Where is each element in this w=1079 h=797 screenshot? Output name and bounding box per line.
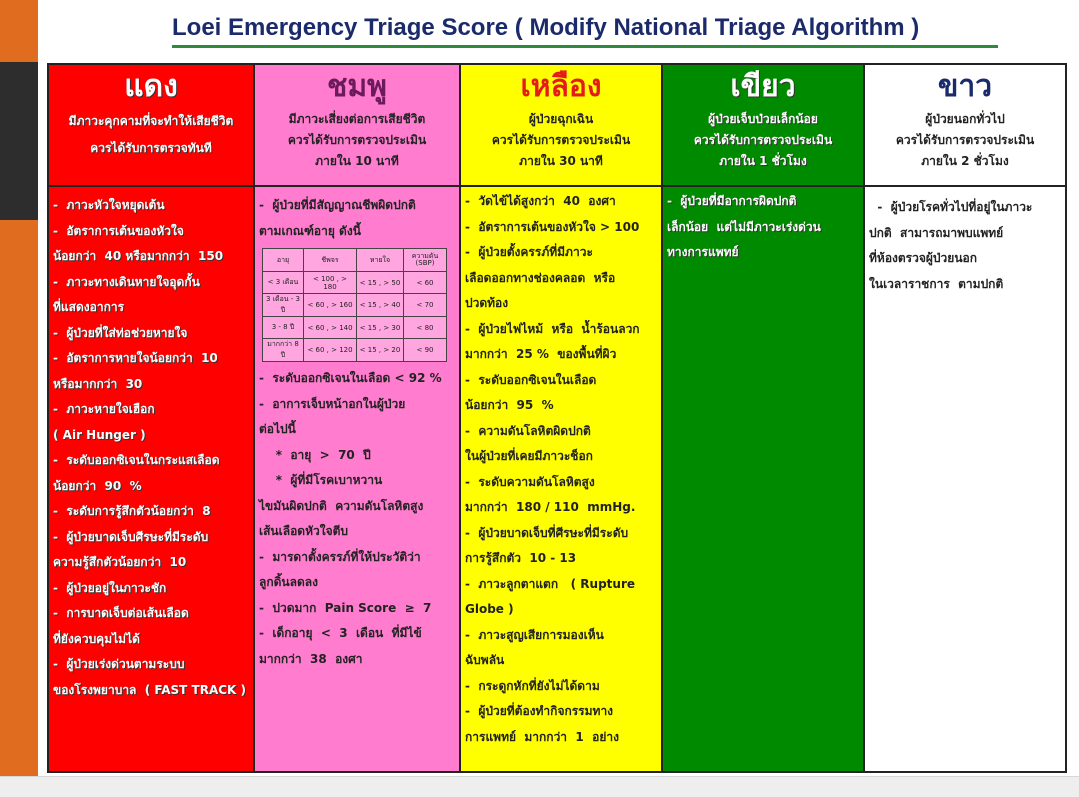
criteria-line: ฉับพลัน xyxy=(465,653,505,667)
criteria-line: - อาการเจ็บหน้าอกในผู้ป่วย xyxy=(259,396,406,411)
column-header xyxy=(663,65,863,187)
criteria-line: มากกว่า 180 / 110 mmHg. xyxy=(465,500,636,514)
criteria-list xyxy=(461,187,661,771)
criteria-line: ที่แสดงอาการ xyxy=(53,300,125,314)
level-description xyxy=(865,109,1065,172)
table-row xyxy=(263,339,447,362)
criteria-line: - เด็กอายุ < 3 เดือน ที่มีไข้ xyxy=(259,626,422,640)
criteria-line: - ผู้ป่วยอยู่ในภาวะชัก xyxy=(53,580,167,595)
vitals-cell: < 15 , > 50 xyxy=(357,272,404,294)
criteria-line: ( Air Hunger ) xyxy=(53,427,146,442)
level-title: ขาว xyxy=(937,69,993,104)
criteria-line: ในผู้ป่วยที่เคยมีภาวะช็อก xyxy=(465,449,593,463)
criteria-line: เลือดออกทางช่องคลอด หรือ xyxy=(465,270,616,285)
level-description xyxy=(461,109,661,172)
criteria-line: - ภาวะหายใจเฮือก xyxy=(53,402,155,416)
criteria-line: - ผู้ป่วยตั้งครรภ์ที่มีภาวะ xyxy=(465,245,593,259)
criteria-line: Globe ) xyxy=(465,602,514,616)
desc-line: ควรได้รับการตรวจประเมิน xyxy=(287,133,427,147)
vitals-cell: < 15 , > 40 xyxy=(357,294,404,317)
desc-line: ควรได้รับการตรวจประเมิน xyxy=(693,133,833,147)
criteria-line: - ผู้ป่วยที่ต้องทำกิจกรรมทาง xyxy=(465,704,614,718)
criteria-line: ปกติ สามารถมาพบแพทย์ xyxy=(869,225,1004,240)
criteria-line: - วัดไข้ได้สูงกว่า 40 องศา xyxy=(465,194,616,208)
vitals-header: อายุ xyxy=(263,249,304,272)
vitals-cell: < 60 , > 140 xyxy=(304,317,357,339)
criteria-line: - ผู้ป่วยไฟไหม้ หรือ น้ำร้อนลวก xyxy=(465,321,640,336)
criteria-line: การรู้สึกตัว 10 - 13 xyxy=(465,551,577,565)
vitals-cell: มากกว่า 8 ปี xyxy=(263,339,304,362)
vitals-cell: 3 เดือน - 3 ปี xyxy=(263,294,304,317)
criteria-line: เล็กน้อย แต่ไม่มีภาวะเร่งด่วน xyxy=(667,219,821,234)
column-header xyxy=(865,65,1065,187)
criteria-line: - ผู้ป่วยบาดเจ็บที่ศีรษะที่มีระดับ xyxy=(465,525,629,540)
criteria-line: - ผู้ป่วยที่มีสัญญาณชีพผิดปกติ xyxy=(259,198,416,212)
criteria-line: - ผู้ป่วยบาดเจ็บศีรษะที่มีระดับ xyxy=(53,529,209,544)
criteria-list xyxy=(663,187,863,771)
vitals-cell: < 60 , > 120 xyxy=(304,339,357,362)
table-row xyxy=(263,317,447,339)
criteria-list xyxy=(255,187,459,771)
table-row xyxy=(263,294,447,317)
criteria-line: - ผู้ป่วยเร่งด่วนตามระบบ xyxy=(53,657,185,671)
criteria-line: เส้นเลือดหัวใจตีบ xyxy=(259,524,349,538)
title-underline xyxy=(172,45,998,48)
desc-line: ผู้ป่วยนอกทั่วไป xyxy=(925,112,1005,126)
desc-line: ภายใน 2 ชั่วโมง xyxy=(921,154,1009,168)
criteria-line: - ความดันโลหิตผิดปกติ xyxy=(465,423,591,438)
level-title: เขียว xyxy=(730,69,796,104)
criteria-line: หรือมากกว่า 30 xyxy=(53,376,143,391)
criteria-line: ในเวลาราชการ ตามปกติ xyxy=(869,276,1004,291)
criteria-line: น้อยกว่า 40 หรือมากกว่า 150 xyxy=(53,249,224,263)
level-description xyxy=(663,109,863,172)
column-yellow xyxy=(461,65,663,771)
criteria-line: ทางการแพทย์ xyxy=(667,245,739,259)
vitals-cell: 3 - 8 ปี xyxy=(263,317,304,339)
criteria-line: - ระดับออกซิเจนในกระแสเลือด xyxy=(53,453,220,467)
criteria-line: ที่ห้องตรวจผู้ป่วยนอก xyxy=(869,251,977,265)
column-header xyxy=(49,65,253,187)
table-row xyxy=(263,272,447,294)
vitals-cell: < 15 , > 30 xyxy=(357,317,404,339)
criteria-line: น้อยกว่า 95 % xyxy=(465,398,554,412)
vitals-header: ชีพจร xyxy=(304,249,357,272)
vitals-cell: < 100 , > 180 xyxy=(304,272,357,294)
column-header xyxy=(255,65,459,187)
triage-table xyxy=(47,63,1067,773)
criteria-line: - ระดับการรู้สึกตัวน้อยกว่า 8 xyxy=(53,504,211,518)
criteria-line: ต่อไปนี้ xyxy=(259,422,296,436)
desc-line: ควรได้รับการตรวจประเมิน xyxy=(895,133,1035,147)
level-title: แดง xyxy=(124,69,178,104)
vitals-cell: < 90 xyxy=(404,339,447,362)
vitals-cell: < 80 xyxy=(404,317,447,339)
criteria-line: * ผู้ที่มีโรคเบาหวาน xyxy=(259,473,383,487)
criteria-line: - ผู้ป่วยที่ใส่ท่อช่วยหายใจ xyxy=(53,325,188,340)
criteria-line: ลูกดิ้นลดลง xyxy=(259,575,318,589)
level-description xyxy=(49,111,253,159)
column-pink xyxy=(255,65,461,771)
vitals-cell: < 15 , > 20 xyxy=(357,339,404,362)
criteria-list xyxy=(865,187,1065,771)
criteria-line: - กระดูกหักที่ยังไม่ได้ดาม xyxy=(465,678,600,693)
vitals-header: ความดัน (SBP) xyxy=(404,249,447,272)
vitals-cell: < 60 xyxy=(404,272,447,294)
criteria-line: - ภาวะลูกตาแตก ( Rupture xyxy=(465,576,636,591)
column-white xyxy=(865,65,1065,771)
bottom-bar xyxy=(0,776,1079,797)
criteria-line: ความรู้สึกตัวน้อยกว่า 10 xyxy=(53,555,187,569)
criteria-line: - ระดับออกซิเจนในเลือด < 92 % xyxy=(259,371,442,385)
desc-line: ควรได้รับการตรวจประเมิน xyxy=(491,133,631,147)
column-header xyxy=(461,65,661,187)
criteria-list xyxy=(49,187,253,771)
background-edge-orange-lower xyxy=(0,220,38,776)
criteria-line: * อายุ > 70 ปี xyxy=(259,447,371,462)
criteria-line: - อัตราการหายใจน้อยกว่า 10 xyxy=(53,351,218,365)
desc-line: ควรได้รับการตรวจทันที xyxy=(90,141,212,155)
criteria-line: - การบาดเจ็บต่อเส้นเลือด xyxy=(53,606,189,620)
criteria-line: ตามเกณฑ์อายุ ดังนี้ xyxy=(259,223,361,238)
vitals-cell: < 60 , > 160 xyxy=(304,294,357,317)
desc-line: ผู้ป่วยเจ็บป่วยเล็กน้อย xyxy=(708,112,818,126)
criteria-line: ปวดท้อง xyxy=(465,296,509,310)
desc-line: ผู้ป่วยฉุกเฉิน xyxy=(528,112,594,126)
desc-line: ภายใน 30 นาที xyxy=(519,154,603,168)
criteria-line: - ภาวะสูญเสียการมองเห็น xyxy=(465,627,604,642)
vital-signs-table xyxy=(262,248,447,362)
criteria-line: - อัตราการเต้นของหัวใจ > 100 xyxy=(465,219,640,234)
column-red xyxy=(49,65,255,771)
criteria-line: - มารดาตั้งครรภ์ที่ให้ประวัติว่า xyxy=(259,549,421,564)
criteria-line: การแพทย์ มากกว่า 1 อย่าง xyxy=(465,729,619,744)
criteria-line: มากกว่า 38 องศา xyxy=(259,651,363,666)
desc-line: มีภาวะเสี่ยงต่อการเสียชีวิต xyxy=(288,112,426,126)
background-edge-orange xyxy=(0,0,38,62)
criteria-line: - ระดับความดันโลหิตสูง xyxy=(465,474,595,489)
criteria-line: - ผู้ป่วยที่มีอาการผิดปกติ xyxy=(667,194,797,208)
criteria-line: ไขมันผิดปกติ ความดันโลหิตสูง xyxy=(259,498,424,513)
criteria-line: น้อยกว่า 90 % xyxy=(53,478,142,493)
criteria-line: - ระดับออกซิเจนในเลือด xyxy=(465,372,597,387)
criteria-line: - ภาวะทางเดินหายใจอุดกั้น xyxy=(53,274,200,289)
level-title: ชมพู xyxy=(327,69,387,104)
slide xyxy=(38,0,1079,776)
criteria-line: - ผู้ป่วยโรคทั่วไปที่อยู่ในภาวะ xyxy=(869,200,1033,214)
desc-line: ภายใน 1 ชั่วโมง xyxy=(719,154,807,168)
criteria-line: - ภาวะหัวใจหยุดเต้น xyxy=(53,198,165,212)
desc-line: ภายใน 10 นาที xyxy=(315,154,399,168)
level-description xyxy=(255,109,459,172)
level-title: เหลือง xyxy=(520,69,602,104)
background-edge-dark xyxy=(0,62,38,220)
criteria-line: - ปวดมาก Pain Score ≥ 7 xyxy=(259,600,432,615)
criteria-line: - อัตราการเต้นของหัวใจ xyxy=(53,223,184,238)
criteria-line: ของโรงพยาบาล ( FAST TRACK ) xyxy=(53,682,247,697)
criteria-line: มากกว่า 25 % ของพื้นที่ผิว xyxy=(465,347,617,361)
vitals-header: หายใจ xyxy=(357,249,404,272)
vitals-cell: < 70 xyxy=(404,294,447,317)
criteria-line: ที่ยังควบคุมไม่ได้ xyxy=(53,631,140,646)
vitals-cell: < 3 เดือน xyxy=(263,272,304,294)
column-green xyxy=(663,65,865,771)
desc-line: มีภาวะคุกคามที่จะทำให้เสียชีวิต xyxy=(68,114,234,128)
slide-title: Loei Emergency Triage Score ( Modify National Triage Algorithm ) xyxy=(172,14,920,41)
